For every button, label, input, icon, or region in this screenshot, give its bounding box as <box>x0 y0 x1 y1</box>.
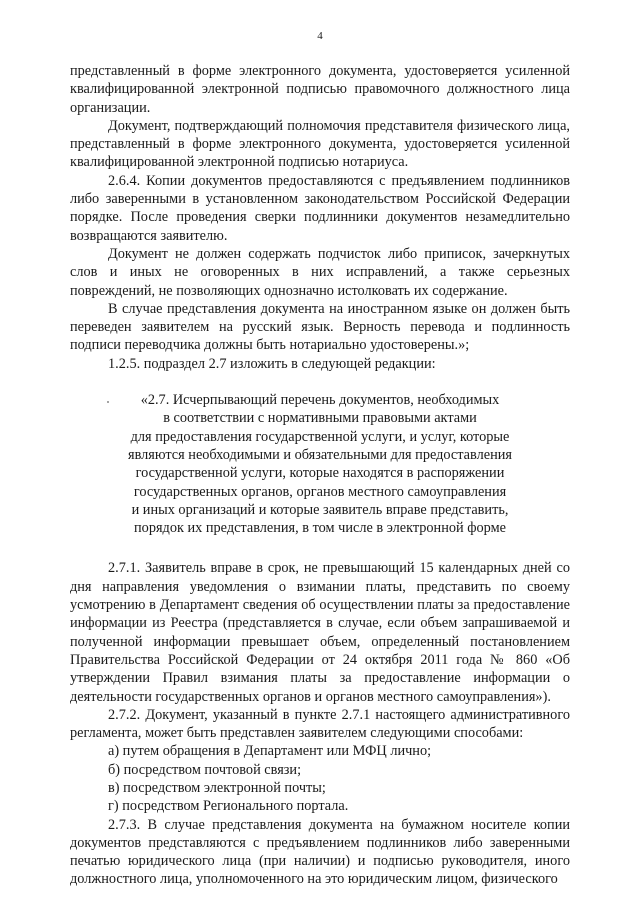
paragraph: в) посредством электронной почты; <box>108 779 326 796</box>
heading-line: государственных органов, органов местного самоуправления <box>133 483 507 500</box>
paragraphs-bottom <box>70 559 570 888</box>
paragraph: 2.6.4. Копии документов предоставляются с предъявлением подлинников либо заверенными в установленном законодательством Российской Федерации порядке. После проведения сверки подлинники документов незамедлительно возвращаются заявителю. <box>70 172 570 244</box>
paragraphs-top <box>70 62 570 373</box>
paragraph: В случае представления документа на иностранном языке он должен быть переведен заявителем на русский язык. Верность перевода и подлинность подписи переводчика должны быть нотариально удостоверены.»; <box>70 300 570 354</box>
heading-line: для предоставления государственной услуги, и услуг, которые <box>130 428 510 445</box>
paragraph: 1.2.5. подраздел 2.7 изложить в следующей редакции: <box>108 355 436 372</box>
heading-line: являются необходимыми и обязательными для предоставления <box>128 446 512 463</box>
heading-line: порядок их представления, в том числе в электронной форме <box>134 520 506 537</box>
paragraph: г) посредством Регионального портала. <box>108 798 349 815</box>
scan-speck <box>107 401 109 403</box>
heading-line: государственной услуги, которые находятся в распоряжении <box>135 465 505 482</box>
paragraph: Документ не должен содержать подчисток либо приписок, зачеркнутых слов и иных не оговоренных в них исправлений, а также серьезных повреждений, не позволяющих однозначно истолковать их содержание. <box>70 245 570 299</box>
heading-line: «2.7. Исчерпывающий перечень документов, необходимых <box>140 392 500 409</box>
paragraph: б) посредством почтовой связи; <box>108 761 302 778</box>
heading-line: в соответствии с нормативными правовыми актами <box>163 410 477 427</box>
paragraph: а) путем обращения в Департамент или МФЦ лично; <box>108 743 432 760</box>
heading-line: и иных организаций и которые заявитель вправе представить, <box>131 501 509 518</box>
paragraph: 2.7.3. В случае представления документа на бумажном носителе копии документов представляются с предъявлением подлинников либо заверенными печатью юридического лица (при наличии) и подписью руководителя, иного должностного лица, уполномоченного на это юридическим лицом, физического <box>70 816 570 888</box>
paragraph: 2.7.1. Заявитель вправе в срок, не превышающий 15 календарных дней со дня направления уведомления о взимании платы, представить по своему усмотрению в Департамент сведения об осуществлении платы за предоставление информации из Реестра (представляется в случае, если объем запрашиваемой и полученной информации превышает объем, определенный постановлением Правительства Российской Федерации от 24 октября 2011 года № 860 «Об утверждении Правил взимания платы за предоставление информации о деятельности государственных органов и органов местного самоуправления»). <box>70 560 570 705</box>
page-number: 4 <box>317 30 323 42</box>
paragraph: 2.7.2. Документ, указанный в пункте 2.7.1 настоящего административного регламента, может быть представлен заявителем следующими способами: <box>70 706 570 742</box>
document-body <box>70 62 570 889</box>
paragraph: Документ, подтверждающий полномочия представителя физического лица, представленный в форме электронного документа, удостоверяется усиленной квалифицированной электронной подписью нотариуса. <box>70 117 570 171</box>
section-heading-2-7 <box>70 391 570 537</box>
paragraph: представленный в форме электронного документа, удостоверяется усиленной квалифицированной электронной подписью правомочного должностного лица организации. <box>70 63 570 116</box>
